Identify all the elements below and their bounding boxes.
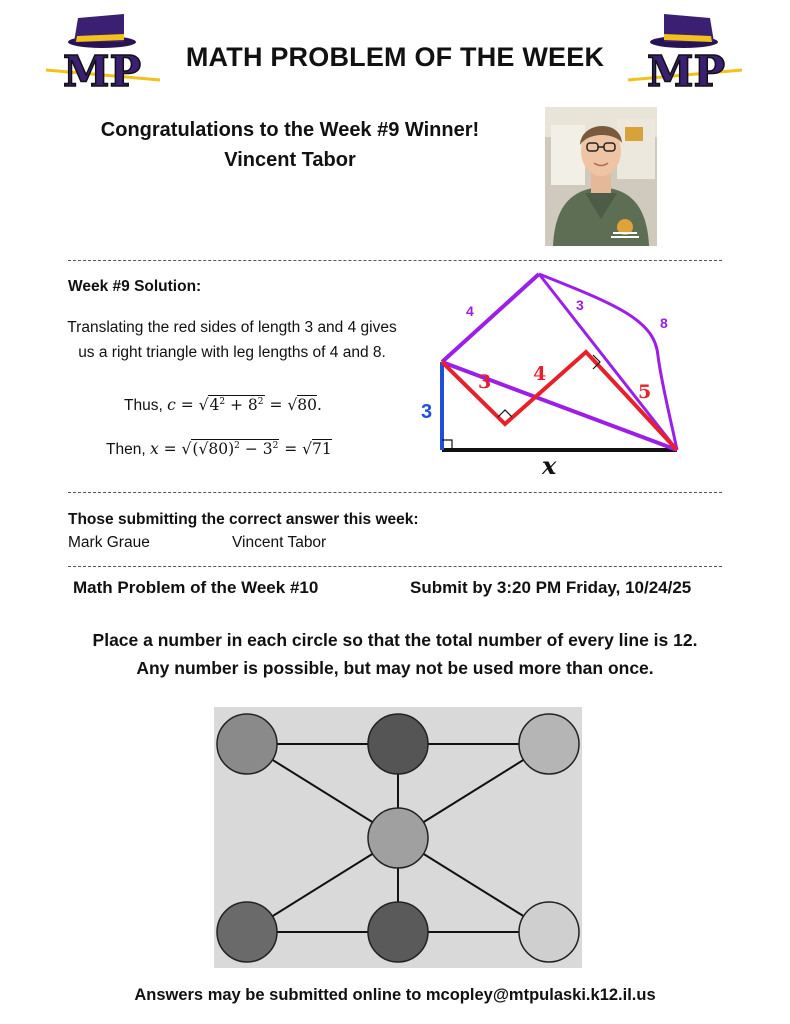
puzzle-circle[interactable] <box>368 714 428 774</box>
label-x: x <box>542 451 557 480</box>
puzzle-circle[interactable] <box>519 714 579 774</box>
solution-diagram <box>400 266 720 481</box>
page-title: MATH PROBLEM OF THE WEEK <box>185 42 605 72</box>
label-purple-8: 8 <box>660 315 668 331</box>
solution-heading: Week #9 Solution: <box>68 278 202 295</box>
next-problem-title: Math Problem of the Week #10 <box>73 578 319 597</box>
puzzle-circle[interactable] <box>519 902 579 962</box>
circle-puzzle <box>214 707 582 968</box>
equation-x-prefix: Then, <box>106 441 146 458</box>
label-purple-3: 3 <box>576 297 584 313</box>
equation-c: Thus, $c = √4^2 + 8^2 = √80$. <box>124 396 322 414</box>
submitter-name: Vincent Tabor <box>232 534 327 551</box>
label-purple-4: 4 <box>466 303 474 319</box>
mp-logo-left-text: MP <box>62 47 142 94</box>
submitter-name: Mark Graue <box>68 534 150 551</box>
divider <box>68 566 722 567</box>
problem-instructions <box>0 626 790 682</box>
congrats-heading: Congratulations to the Week #9 Winner! <box>100 119 480 141</box>
submission-footer: Answers may be submitted online to mcopley@mtpulaski.k12.il.us <box>134 986 656 1004</box>
divider <box>68 492 722 493</box>
winner-announcement <box>60 115 520 175</box>
puzzle-circle[interactable] <box>368 808 428 868</box>
label-red-5: 5 <box>638 381 652 403</box>
puzzle-circle[interactable] <box>217 714 277 774</box>
next-problem-deadline: Submit by 3:20 PM Friday, 10/24/25 <box>410 578 692 597</box>
equation-c-prefix: Thus, <box>124 397 163 414</box>
divider <box>68 260 722 261</box>
instruction-line-2: Any number is possible, but may not be used more than once. <box>136 658 654 678</box>
submitters-heading: Those submitting the correct answer this week: <box>68 511 419 528</box>
winner-photo <box>545 107 657 246</box>
submitters-list <box>68 534 326 552</box>
instruction-line-1: Place a number in each circle so that the total number of every line is 12. <box>92 630 698 650</box>
puzzle-circle[interactable] <box>368 902 428 962</box>
mp-logo-right-text: MP <box>646 47 726 94</box>
puzzle-circle[interactable] <box>217 902 277 962</box>
solution-explanation: Translating the red sides of length 3 and 4 gives us a right triangle with leg lengths of 4 and 8. <box>67 319 397 361</box>
purple-side-4 <box>442 274 539 362</box>
winner-name: Vincent Tabor <box>224 149 356 171</box>
label-red-4: 4 <box>533 363 547 385</box>
label-blue-3: 3 <box>421 401 433 423</box>
equation-x: Then, $x = √(√80)^2 - 3^2 = √71$ <box>106 440 332 458</box>
label-red-3: 3 <box>478 371 492 393</box>
right-angle-mark-2 <box>498 410 512 417</box>
